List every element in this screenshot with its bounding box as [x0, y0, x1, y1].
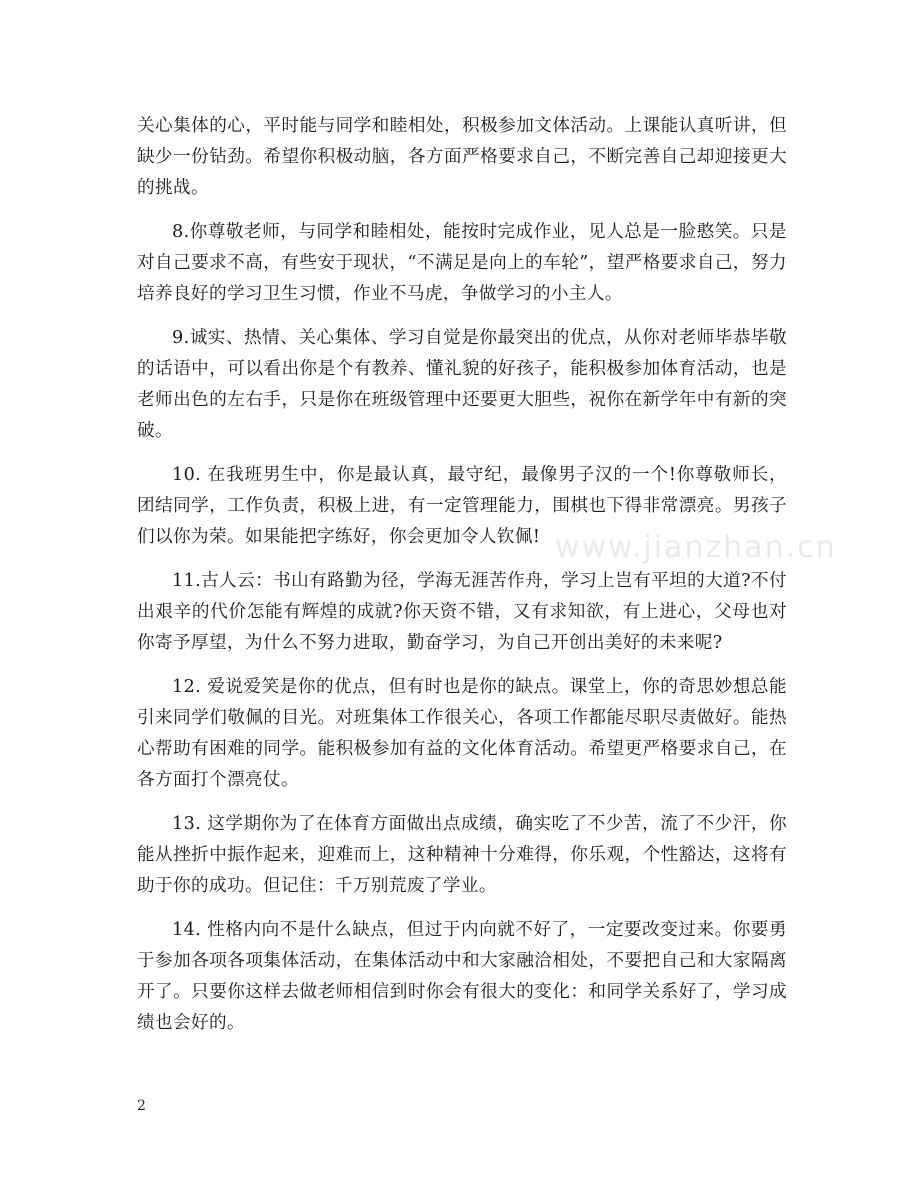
- paragraph-item-14: 14. 性格内向不是什么缺点，但过于内向就不好了，一定要改变过来。你要勇于参加各项各项集体活动，在集体活动中和大家融洽相处，不要把自己和大家隔离开了。只要你这样去做老师相信到时你会有很大的变化：和同学关系好了，学习成绩也会好的。: [137, 920, 787, 1033]
- svg-text:www.jianzhan.cn: www.jianzhan.cn: [555, 530, 837, 565]
- paragraph-item-10: 10. 在我班男生中，你是最认真，最守纪，最像男子汉的一个!你尊敬师长，团结同学，工作负责，积极上进，有一定管理能力，围棋也下得非常漂亮。男孩子们以你为荣。如果能把字练好，你会更加令人钦佩!: [137, 465, 787, 547]
- paragraph-item-11: 11.古人云：书山有路勤为径，学海无涯苦作舟，学习上岂有平坦的大道?不付出艰辛的代价怎能有辉煌的成就?你天资不错，又有求知欲，有上进心，父母也对你寄予厚望，为什么不努力进取，勤奋学习，为自己开创出美好的未来呢?: [137, 571, 787, 653]
- paragraph-item-8: 8.你尊敬老师，与同学和睦相处，能按时完成作业，见人总是一脸憨笑。只是对自己要求不高，有些安于现状，“不满足是向上的车轮”，望严格要求自己，努力培养良好的学习卫生习惯，作业不马虎，争做学习的小主人。: [137, 222, 787, 304]
- paragraph-continuation: 关心集体的心，平时能与同学和睦相处，积极参加文体活动。上课能认真听讲，但缺少一份钻劲。希望你积极动脑，各方面严格要求自己，不断完善自己却迎接更大的挑战。: [137, 116, 787, 198]
- page-number: 2: [137, 1098, 146, 1114]
- document-body: [137, 111, 787, 1052]
- paragraph-item-12: 12. 爱说爱笑是你的优点，但有时也是你的缺点。课堂上，你的奇思妙想总能引来同学们敬佩的目光。对班集体工作很关心，各项工作都能尽职尽责做好。能热心帮助有困难的同学。能积极参加有益的文化体育活动。希望更严格要求自己，在各方面打个漂亮仗。: [137, 677, 787, 790]
- paragraph-item-13: 13. 这学期你为了在体育方面做出点成绩，确实吃了不少苦，流了不少汗，你能从挫折中振作起来，迎难而上，这种精神十分难得，你乐观，个性豁达，这将有助于你的成功。但记住：千万别荒废了学业。: [137, 814, 787, 896]
- paragraph-item-9: 9.诚实、热情、关心集体、学习自觉是你最突出的优点，从你对老师毕恭毕敬的话语中，可以看出你是个有教养、懂礼貌的好孩子，能积极参加体育活动，也是老师出色的左右手，只是你在班级管理中还要更大胆些，祝你在新学年中有新的突破。: [137, 328, 787, 441]
